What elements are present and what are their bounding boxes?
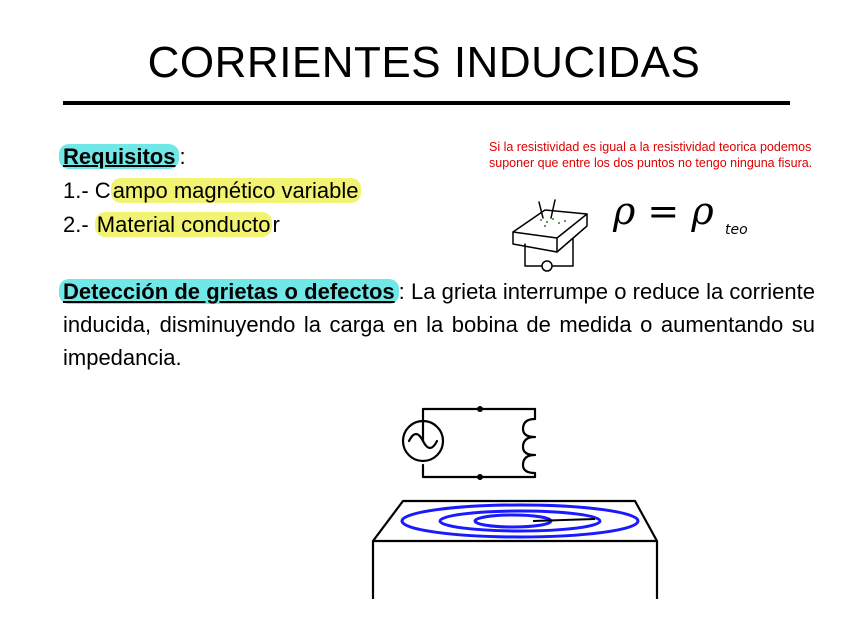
requisitos-highlight — [59, 144, 179, 169]
title-divider — [63, 101, 790, 105]
requisito-1-prefix: 1.- C — [63, 178, 111, 203]
crack-line — [533, 519, 595, 521]
requisitos-section — [63, 140, 361, 242]
requisito-1-highlight: ampo magnético variable — [112, 178, 359, 203]
deteccion-heading: Detección de grietas o defectos — [63, 279, 395, 304]
slide-title: CORRIENTES INDUCIDAS — [147, 38, 701, 87]
deteccion-highlight — [59, 279, 399, 304]
requisito-item-1 — [63, 174, 361, 208]
requisitos-colon: : — [179, 144, 186, 169]
resistivity-sketch — [505, 188, 805, 273]
rho-equation: ρ = ρ — [613, 189, 714, 233]
circuit-node-bottom — [477, 474, 483, 480]
plate-sides — [373, 541, 657, 599]
ohmmeter-icon — [542, 261, 552, 271]
requisitos-heading: Requisitos — [63, 144, 176, 169]
plate-top — [373, 501, 657, 541]
handwritten-note: Si la resistividad es igual a la resistividad teorica podemos suponer que entre los dos puntos no tengo ninguna fisura. — [489, 140, 813, 170]
eddy-currents — [402, 505, 638, 537]
requisito-2-prefix: 2.- — [63, 212, 95, 237]
sample-block-side — [557, 214, 587, 252]
deteccion-paragraph — [63, 275, 815, 374]
circuit-node-top — [477, 406, 483, 412]
excitation-circuit — [403, 409, 535, 477]
requisito-2-highlight: Material conducto — [96, 212, 271, 237]
circuit-wire-top — [423, 409, 535, 441]
deteccion-body: : La grieta interrumpe o reduce la corriente inducida, disminuyendo la carga en la bobina de medida o aumentando su impedancia. — [63, 279, 815, 370]
sample-block-top — [513, 210, 587, 238]
requisito-2-suffix: r — [272, 212, 280, 237]
requisito-item-2 — [63, 208, 361, 242]
probe-needles — [539, 200, 555, 218]
coil-icon — [523, 409, 535, 477]
eddy-current-diagram — [365, 395, 665, 605]
requisitos-heading-row — [63, 140, 361, 174]
rho-subscript: teo — [725, 222, 748, 238]
